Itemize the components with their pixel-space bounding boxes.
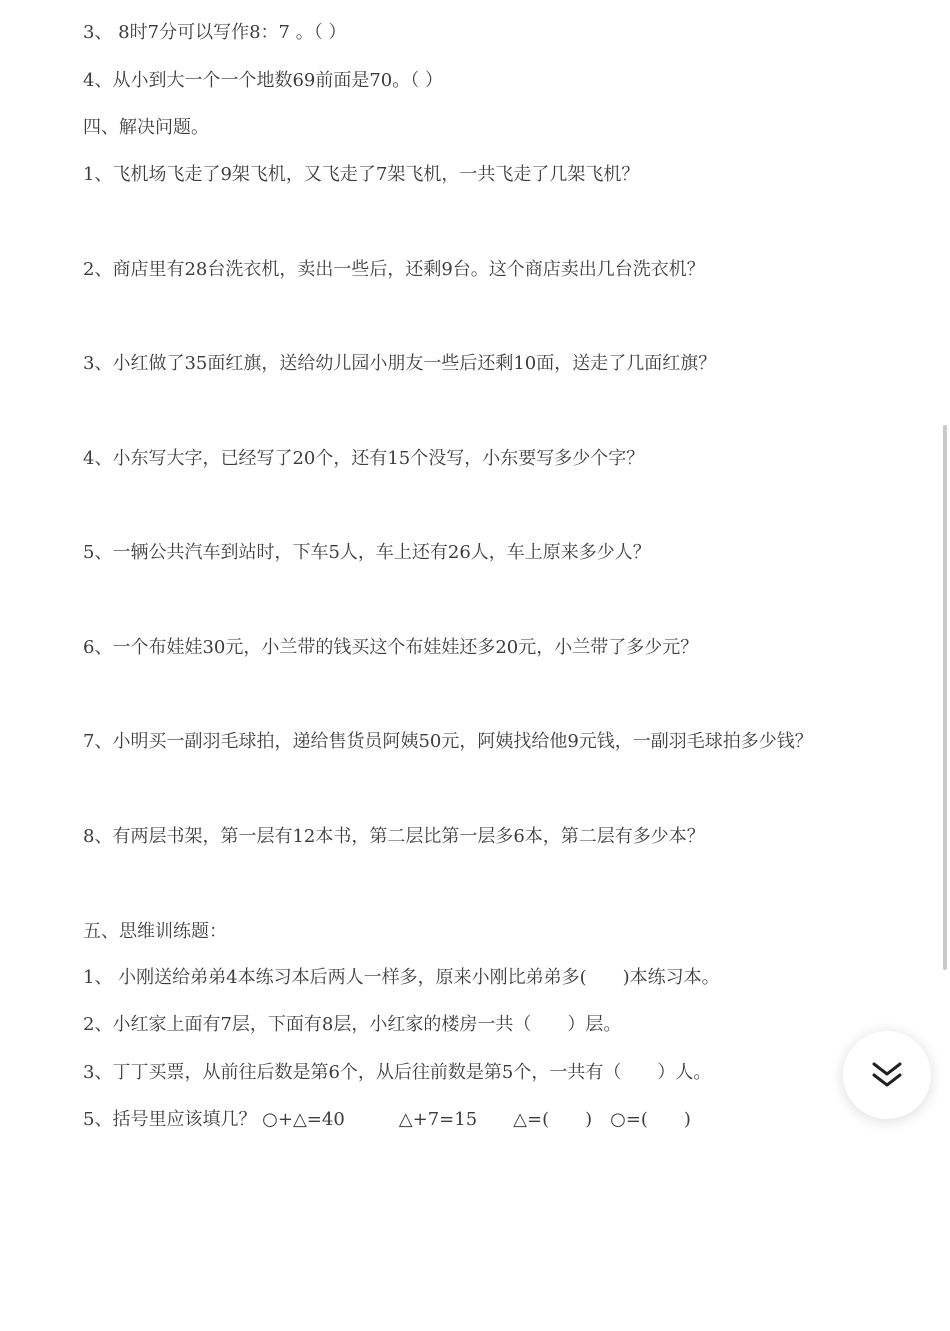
double-chevron-down-icon bbox=[870, 1060, 904, 1090]
problem-3: 3、小红做了35面红旗，送给幼儿园小朋友一些后还剩10面，送走了几面红旗？ bbox=[83, 353, 717, 374]
thinking-item-3: 3、丁丁买票，从前往后数是第6个，从后往前数是第5个，一共有（ ）人。 bbox=[83, 1062, 712, 1083]
vertical-scrollbar[interactable] bbox=[943, 425, 947, 970]
thinking-item-2: 2、小红家上面有7层，下面有8层，小红家的楼房一共（ ）层。 bbox=[83, 1014, 622, 1035]
thinking-item-1: 1、 小刚送给弟弟4本练习本后两人一样多，原来小刚比弟弟多( )本练习本。 bbox=[83, 967, 720, 988]
problem-1: 1、飞机场飞走了9架飞机，又飞走了7架飞机，一共飞走了几架飞机？ bbox=[83, 164, 640, 185]
problem-4: 4、小东写大字，已经写了20个，还有15个没写，小东要写多少个字？ bbox=[83, 448, 645, 469]
problem-2: 2、商店里有28台洗衣机，卖出一些后，还剩9台。这个商店卖出几台洗衣机？ bbox=[83, 259, 705, 280]
problem-7: 7、小明买一副羽毛球拍，递给售货员阿姨50元，阿姨找给他9元钱，一副羽毛球拍多少钱？ bbox=[83, 731, 813, 752]
judgement-item-3: 3、 8时7分可以写作8：7 。（ ） bbox=[83, 22, 347, 43]
judgement-item-4: 4、从小到大一个一个地数69前面是70。（ ） bbox=[83, 70, 443, 91]
problem-8: 8、有两层书架，第一层有12本书，第二层比第一层多6本，第二层有多少本？ bbox=[83, 826, 705, 847]
thinking-item-5: 5、括号里应该填几？ ○+△=40 △+7=15 △=( ) ○=( ) bbox=[83, 1109, 691, 1130]
problem-6: 6、一个布娃娃30元，小兰带的钱买这个布娃娃还多20元，小兰带了多少元？ bbox=[83, 637, 699, 658]
section-heading-problems: 四、解决问题。 bbox=[83, 117, 209, 138]
scroll-down-button[interactable] bbox=[843, 1031, 931, 1119]
problem-5: 5、一辆公共汽车到站时，下车5人，车上还有26人，车上原来多少人？ bbox=[83, 542, 651, 563]
section-heading-thinking: 五、思维训练题： bbox=[83, 921, 227, 942]
